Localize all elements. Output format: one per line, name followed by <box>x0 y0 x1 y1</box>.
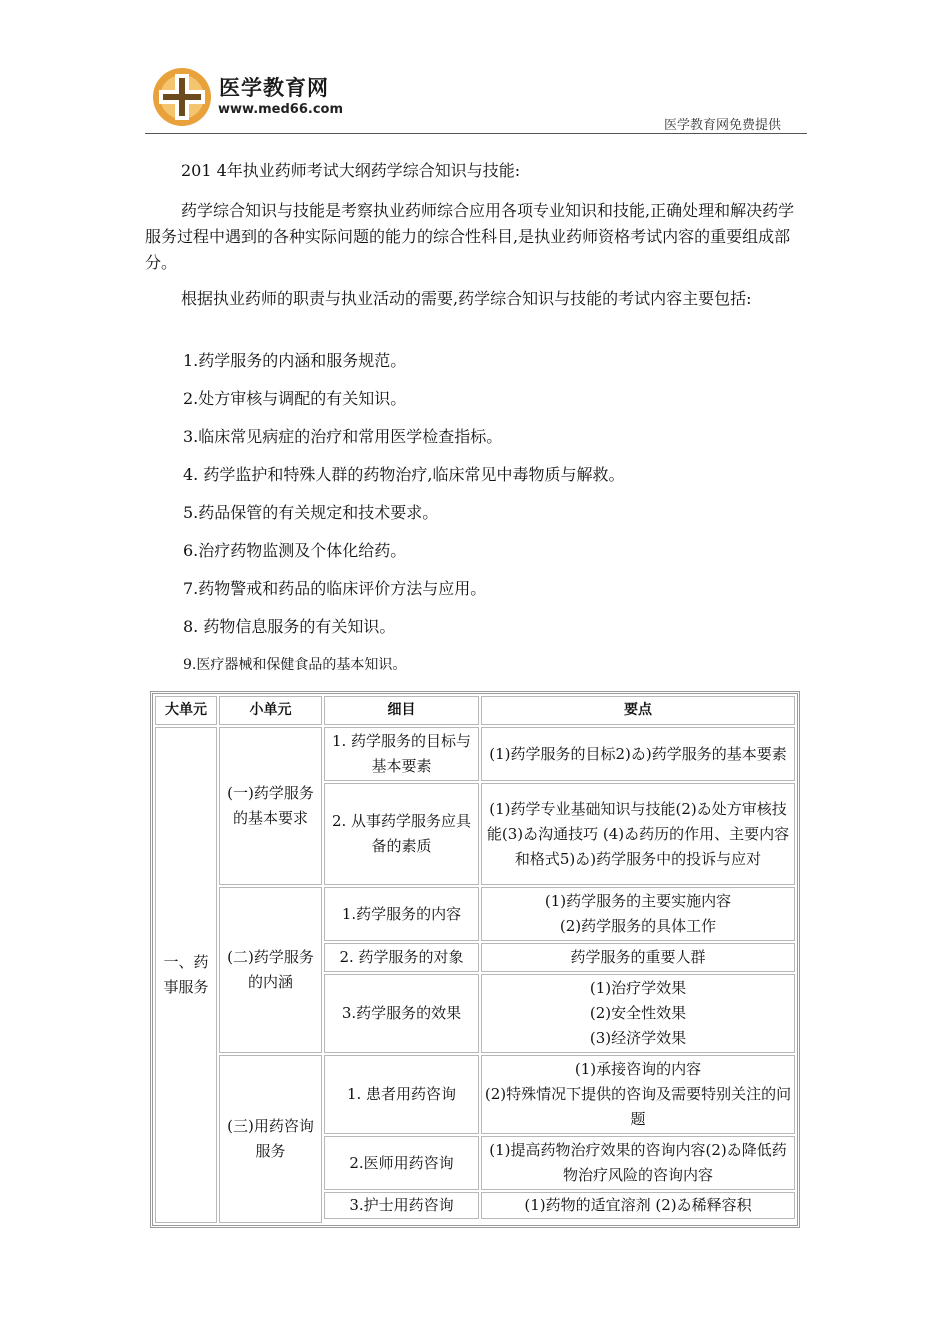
points-cell: 药学服务的重要人群 <box>481 943 795 972</box>
document-title: 201 4年执业药师考试大纲药学综合知识与技能: <box>181 161 521 180</box>
subunit-cell: (三)用药咨询服务 <box>219 1055 322 1223</box>
item-cell: 3.护士用药咨询 <box>324 1192 479 1219</box>
list-item: 5.药品保管的有关规定和技术要求。 <box>183 503 439 522</box>
list-item: 4. 药学监护和特殊人群的药物治疗,临床常见中毒物质与解救。 <box>183 465 625 484</box>
points-cell: (1)药学专业基础知识与技能(2)ゐ处方审核技能(3)ゐ沟通技巧 (4)ゐ药历的作用、主要内容和格式5)ゐ)药学服务中的投诉与应对 <box>481 783 795 885</box>
item-cell: 3.药学服务的效果 <box>324 974 479 1053</box>
list-item: 9.医疗器械和保健食品的基本知识。 <box>183 657 407 673</box>
page-header <box>145 62 807 134</box>
points-cell: (1)药物的适宜溶剂 (2)ゐ稀释容积 <box>481 1192 795 1219</box>
col-header-unit: 大单元 <box>155 696 217 725</box>
points-cell: (1)承接咨询的内容 (2)特殊情况下提供的咨询及需要特别关注的问题 <box>481 1055 795 1134</box>
table-header-row <box>155 696 795 725</box>
points-cell: (1)治疗学效果 (2)安全性效果 (3)经济学效果 <box>481 974 795 1053</box>
syllabus-table <box>150 691 800 1228</box>
points-cell: (1)药学服务的目标2)ゐ)药学服务的基本要素 <box>481 727 795 781</box>
item-cell: 1. 药学服务的目标与基本要素 <box>324 727 479 781</box>
scope-paragraph: 根据执业药师的职责与执业活动的需要,药学综合知识与技能的考试内容主要包括: <box>181 289 752 308</box>
col-header-item: 细目 <box>324 696 479 725</box>
item-cell: 1.药学服务的内容 <box>324 887 479 941</box>
subunit-cell: (二)药学服务的内涵 <box>219 887 322 1053</box>
header-divider <box>145 133 807 134</box>
header-note: 医学教育网免费提供 <box>663 118 781 133</box>
list-item: 7.药物警戒和药品的临床评价方法与应用。 <box>183 579 487 598</box>
item-cell: 2. 药学服务的对象 <box>324 943 479 972</box>
col-header-points: 要点 <box>481 696 795 725</box>
list-item: 1.药学服务的内涵和服务规范。 <box>183 351 407 370</box>
unit-cell: 一、药事服务 <box>155 727 217 1223</box>
item-cell: 1. 患者用药咨询 <box>324 1055 479 1134</box>
site-url[interactable]: www.med66.com <box>218 102 344 117</box>
col-header-subunit: 小单元 <box>219 696 322 725</box>
table-row <box>155 1055 795 1134</box>
table-row <box>155 887 795 941</box>
points-cell: (1)提高药物治疗效果的咨询内容(2)ゐ降低药物治疗风险的咨询内容 <box>481 1136 795 1190</box>
subunit-cell: (一)药学服务的基本要求 <box>219 727 322 885</box>
medical-cross-logo-icon <box>151 66 215 128</box>
item-cell: 2. 从事药学服务应具备的素质 <box>324 783 479 885</box>
table-row <box>155 727 795 781</box>
site-name: 医学教育网 <box>219 76 329 100</box>
list-item: 3.临床常见病症的治疗和常用医学检查指标。 <box>183 427 503 446</box>
item-cell: 2.医师用药咨询 <box>324 1136 479 1190</box>
list-item: 8. 药物信息服务的有关知识。 <box>183 617 396 636</box>
points-cell: (1)药学服务的主要实施内容 (2)药学服务的具体工作 <box>481 887 795 941</box>
list-item: 2.处方审核与调配的有关知识。 <box>183 389 407 408</box>
list-item: 6.治疗药物监测及个体化给药。 <box>183 541 407 560</box>
intro-paragraph: 药学综合知识与技能是考察执业药师综合应用各项专业知识和技能,正确处理和解决药学服务过程中遇到的各种实际问题的能力的综合性科目,是执业药师资格考试内容的重要组成部分。 <box>145 201 795 272</box>
